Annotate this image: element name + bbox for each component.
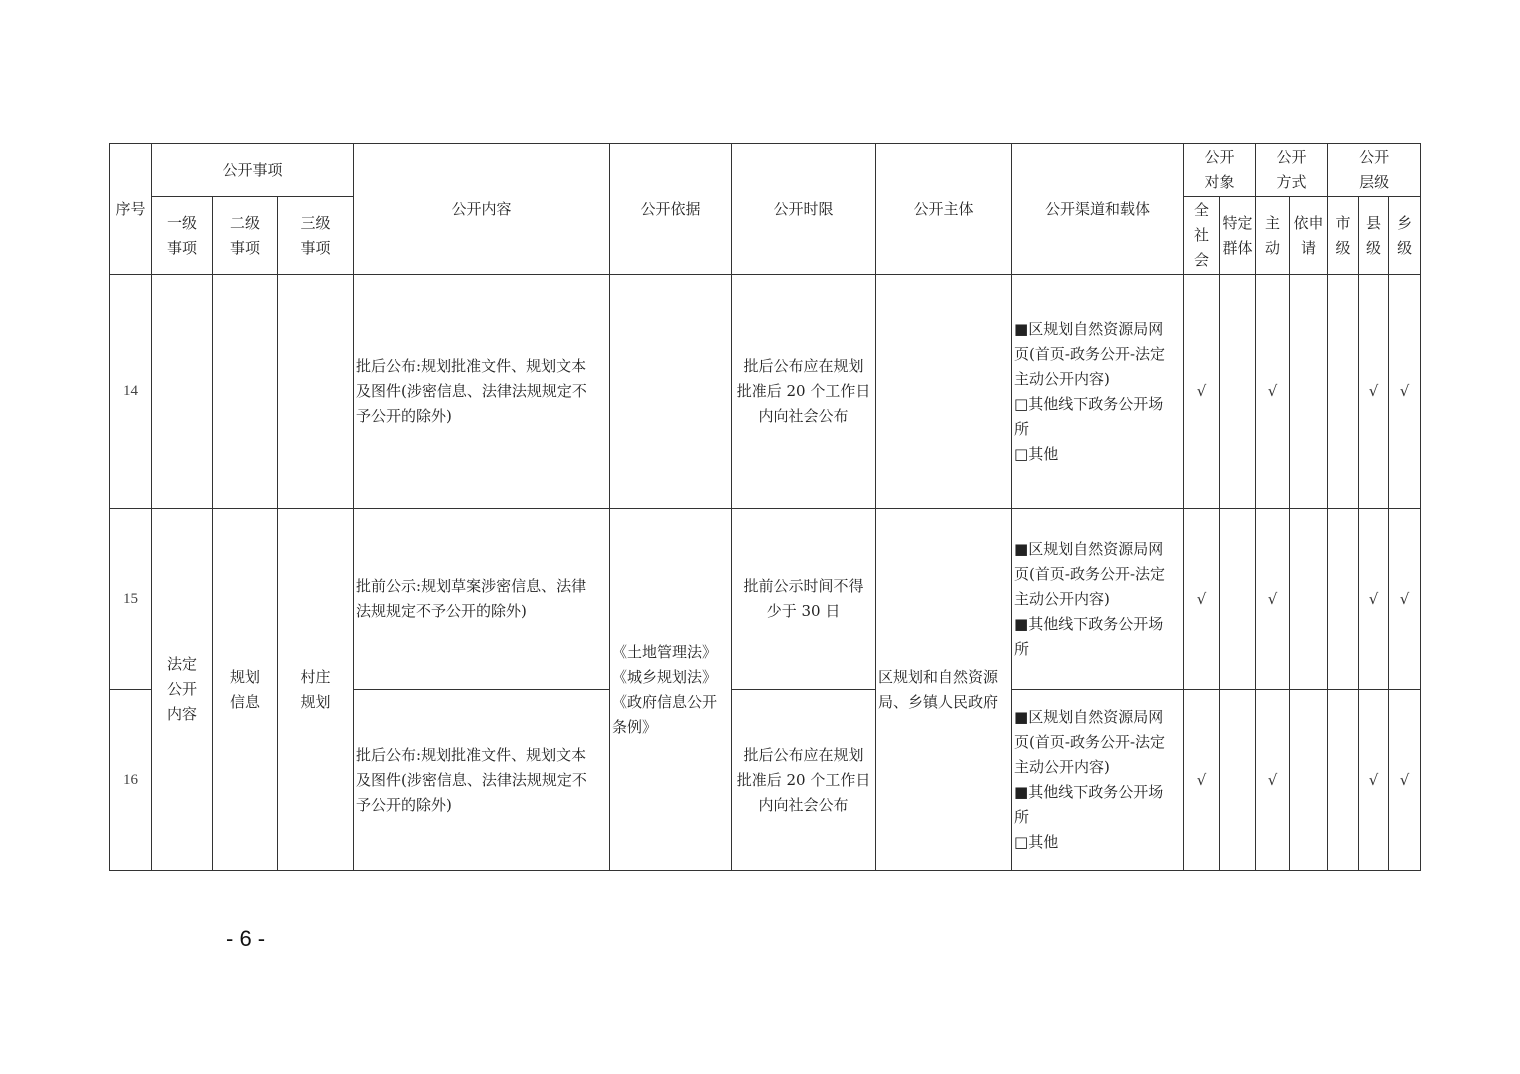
page-number: - 6 - <box>226 926 266 951</box>
check-target-all: √ <box>1184 275 1220 509</box>
check-level-city <box>1328 690 1359 871</box>
header-level-city: 市 级 <box>1328 197 1359 275</box>
merged-subject: 区规划和自然资源 局、乡镇人民政府 <box>876 509 1012 871</box>
row-subject <box>876 275 1012 509</box>
check-method-apply <box>1290 275 1328 509</box>
row-content: 批前公示:规划草案涉密信息、法律 法规规定不予公开的除外) <box>354 509 610 690</box>
row-channel: ■区规划自然资源局网 页(首页-政务公开-法定 主动公开内容) ■其他线下政务公开场 所 <box>1012 509 1184 690</box>
check-target-all: √ <box>1184 690 1220 871</box>
check-level-town: √ <box>1389 690 1421 871</box>
header-method-active: 主 动 <box>1256 197 1290 275</box>
check-target-specific <box>1220 509 1256 690</box>
disclosure-table <box>109 143 1421 871</box>
header-target-all: 全 社 会 <box>1184 197 1220 275</box>
header-level3: 三级 事项 <box>278 197 354 275</box>
merged-level2: 规划 信息 <box>213 509 278 871</box>
row-time-limit: 批前公示时间不得 少于 30 日 <box>732 509 876 690</box>
header-level1: 一级 事项 <box>152 197 213 275</box>
merged-level1: 法定 公开 内容 <box>152 509 213 871</box>
check-level-town: √ <box>1389 509 1421 690</box>
table-row <box>110 275 1421 509</box>
check-target-specific <box>1220 690 1256 871</box>
merged-level3: 村庄 规划 <box>278 509 354 871</box>
row-level3 <box>278 275 354 509</box>
table-row <box>110 509 1421 690</box>
row-seq: 14 <box>110 275 152 509</box>
header-level-county: 县 级 <box>1359 197 1389 275</box>
row-content: 批后公布:规划批准文件、规划文本 及图件(涉密信息、法律法规规定不 予公开的除外) <box>354 690 610 871</box>
row-level2 <box>213 275 278 509</box>
merged-basis: 《土地管理法》 《城乡规划法》 《政府信息公开 条例》 <box>610 509 732 871</box>
header-time-limit: 公开时限 <box>732 144 876 275</box>
check-level-county: √ <box>1359 275 1389 509</box>
header-method-group: 公开 方式 <box>1256 144 1328 197</box>
check-level-county: √ <box>1359 690 1389 871</box>
header-target-specific: 特定 群体 <box>1220 197 1256 275</box>
check-level-town: √ <box>1389 275 1421 509</box>
header-level2: 二级 事项 <box>213 197 278 275</box>
row-seq: 16 <box>110 690 152 871</box>
row-time-limit: 批后公布应在规划 批准后 20 个工作日 内向社会公布 <box>732 690 876 871</box>
check-method-apply <box>1290 690 1328 871</box>
header-basis: 公开依据 <box>610 144 732 275</box>
header-subject: 公开主体 <box>876 144 1012 275</box>
header-method-apply: 依申 请 <box>1290 197 1328 275</box>
header-target-group: 公开 对象 <box>1184 144 1256 197</box>
row-level1 <box>152 275 213 509</box>
row-seq: 15 <box>110 509 152 690</box>
check-method-active: √ <box>1256 509 1290 690</box>
check-target-all: √ <box>1184 509 1220 690</box>
header-level-town: 乡 级 <box>1389 197 1421 275</box>
row-basis <box>610 275 732 509</box>
row-channel: ■区规划自然资源局网 页(首页-政务公开-法定 主动公开内容) ■其他线下政务公开场 所 □其他 <box>1012 690 1184 871</box>
check-method-active: √ <box>1256 690 1290 871</box>
header-level-group: 公开 层级 <box>1328 144 1421 197</box>
check-level-city <box>1328 509 1359 690</box>
header-items-group: 公开事项 <box>152 144 354 197</box>
header-content: 公开内容 <box>354 144 610 275</box>
header-channel: 公开渠道和载体 <box>1012 144 1184 275</box>
row-time-limit: 批后公布应在规划 批准后 20 个工作日 内向社会公布 <box>732 275 876 509</box>
header-seq: 序号 <box>110 144 152 275</box>
check-level-city <box>1328 275 1359 509</box>
row-content: 批后公布:规划批准文件、规划文本 及图件(涉密信息、法律法规规定不 予公开的除外) <box>354 275 610 509</box>
check-method-active: √ <box>1256 275 1290 509</box>
check-method-apply <box>1290 509 1328 690</box>
row-channel: ■区规划自然资源局网 页(首页-政务公开-法定 主动公开内容) □其他线下政务公开场 所 □其他 <box>1012 275 1184 509</box>
check-target-specific <box>1220 275 1256 509</box>
check-level-county: √ <box>1359 509 1389 690</box>
